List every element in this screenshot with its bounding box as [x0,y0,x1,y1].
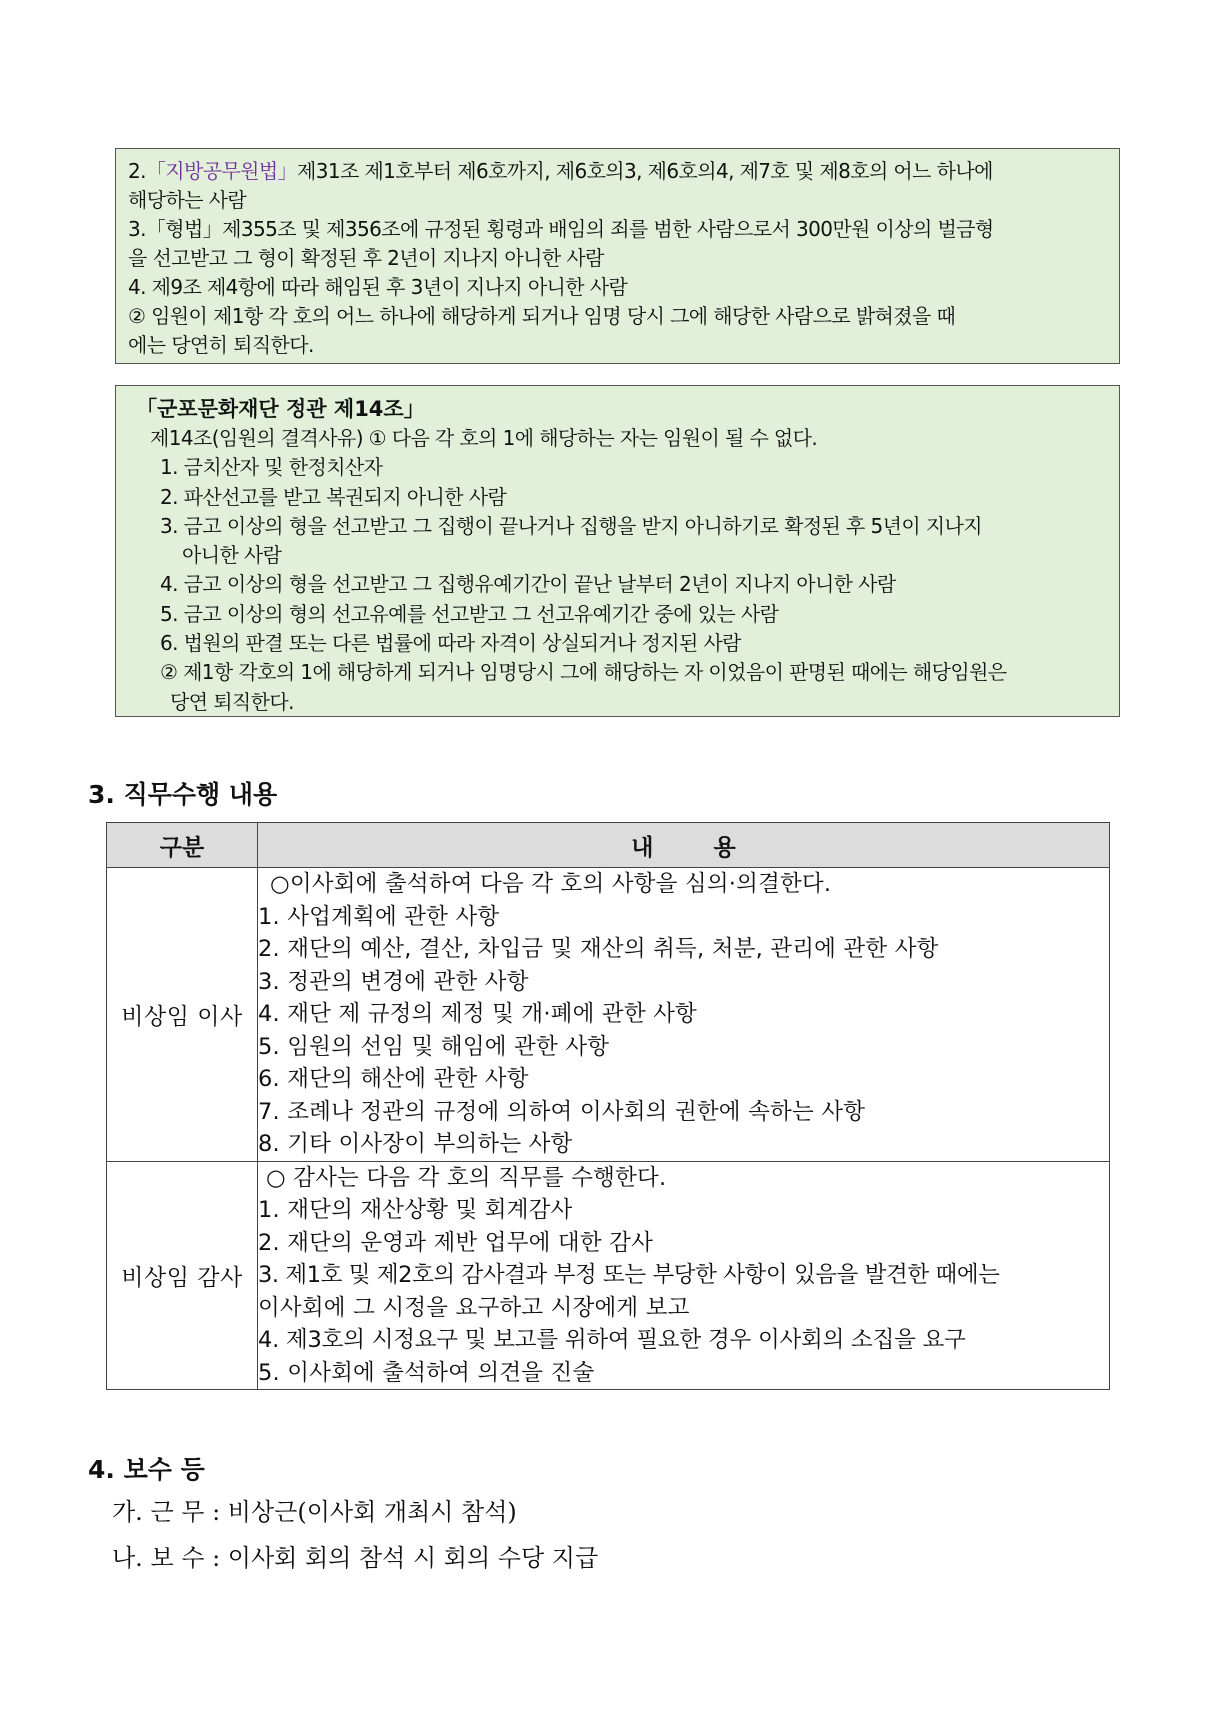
law-name: 「지방공무원법」 [145,159,298,183]
duty-line: 5. 이사회에 출석하여 의견을 진술 [258,1359,595,1386]
section-3-title: 3. 직무수행 내용 [88,780,278,809]
table-row [107,1161,1110,1390]
header-role: 구분 [107,823,258,868]
excerpt-line: ② 임원이 제1항 각 호의 어느 하나에 해당하게 되거나 임명 당시 그에 해당한 사람으로 밝혀졌을 때 [128,304,956,328]
duty-line: 7. 조례나 정관의 규정에 의하여 이사회의 권한에 속하는 사항 [258,1098,866,1125]
table-header-row [107,823,1110,868]
article-item-continuation: 아니한 사람 [182,543,282,568]
table-row [107,868,1110,1162]
article-14-intro: 제14조(임원의 결격사유) ① 다음 각 호의 1에 해당하는 자는 임원이 될 수 없다. [150,426,818,450]
articles-box [115,385,1120,717]
excerpt-line: 3.「형법」제355조 및 제356조에 규정된 횡령과 배임의 죄를 범한 사람으로서 300만원 이상의 벌금형 [128,217,994,241]
excerpt-line: 에는 당연히 퇴직한다. [128,333,314,357]
article-item: 6. 법원의 판결 또는 다른 법률에 따라 자격이 상실되거나 정지된 사람 [160,631,741,656]
duty-line: 6. 재단의 해산에 관한 사항 [258,1066,529,1092]
duty-line: ○이사회에 출석하여 다음 각 호의 사항을 심의·의결한다. [270,871,832,897]
excerpt-text: 제31조 제1호부터 제6호까지, 제6호의3, 제6호의4, 제7호 및 제8호의 어느 하나에 [297,159,993,183]
article-item: 1. 금치산자 및 한정치산자 [160,455,383,480]
item-number: 2. [128,159,146,183]
duty-line: 이사회에 그 시정을 요구하고 시장에게 보고 [258,1294,690,1321]
section-4-title: 4. 보수 등 [88,1455,205,1484]
duty-line: 2. 재단의 예산, 결산, 차입금 및 재산의 취득, 처분, 관리에 관한 사항 [258,936,939,962]
excerpt-line: 해당하는 사람 [128,188,247,212]
work-type: 가. 근 무 : 비상근(이사회 개최시 참석) [112,1498,517,1526]
excerpt-line: 을 선고받고 그 형이 확정된 후 2년이 지나지 아니한 사람 [128,246,604,270]
duty-content-cell [258,1161,1110,1390]
law-excerpt-box [115,148,1120,364]
duty-content-cell [258,868,1110,1162]
article-item: 5. 금고 이상의 형의 선고유예를 선고받고 그 선고유예기간 중에 있는 사람 [160,601,779,626]
article-paragraph-2-continuation: 당연 퇴직한다. [170,689,294,714]
duty-line: 5. 임원의 선임 및 해임에 관한 사항 [258,1033,610,1060]
duty-line: 2. 재단의 운영과 제반 업무에 대한 감사 [258,1229,654,1256]
role-cell: 비상임 이사 [107,868,258,1162]
duty-line: 3. 정관의 변경에 관한 사항 [258,968,529,995]
excerpt-line [128,157,1105,186]
compensation: 나. 보 수 : 이사회 회의 참석 시 회의 수당 지급 [112,1544,599,1572]
header-content: 내용 [258,823,1110,868]
duty-line: 3. 제1호 및 제2호의 감사결과 부정 또는 부당한 사항이 있음을 발견한 때에는 [258,1262,1000,1288]
article-paragraph-2: ② 제1항 각호의 1에 해당하게 되거나 임명당시 그에 해당하는 자 이었음이 판명된 때에는 해당임원은 [160,660,1007,685]
excerpt-line: 4. 제9조 제4항에 따라 해임된 후 3년이 지나지 아니한 사람 [128,275,628,299]
articles-heading: 「군포문화재단 정관 제14조」 [136,397,425,421]
duty-line: 4. 재단 제 규정의 제정 및 개·폐에 관한 사항 [258,1001,697,1027]
article-item: 3. 금고 이상의 형을 선고받고 그 집행이 끝나거나 집행을 받지 아니하기로 확정된 후 5년이 지나지 [160,513,982,538]
role-cell: 비상임 감사 [107,1161,258,1390]
duty-line: 8. 기타 이사장이 부의하는 사항 [258,1131,573,1157]
duties-table [106,822,1110,1390]
duty-line: 4. 제3호의 시정요구 및 보고를 위하여 필요한 경우 이사회의 소집을 요구 [258,1327,966,1353]
duty-line: 1. 재단의 재산상황 및 회계감사 [258,1197,573,1223]
duty-line: 1. 사업계획에 관한 사항 [258,903,500,930]
duty-line: ○ 감사는 다음 각 호의 직무를 수행한다. [266,1164,667,1191]
article-item: 4. 금고 이상의 형을 선고받고 그 집행유예기간이 끝난 날부터 2년이 지나지 아니한 사람 [160,572,896,597]
article-item: 2. 파산선고를 받고 복권되지 아니한 사람 [160,484,507,509]
